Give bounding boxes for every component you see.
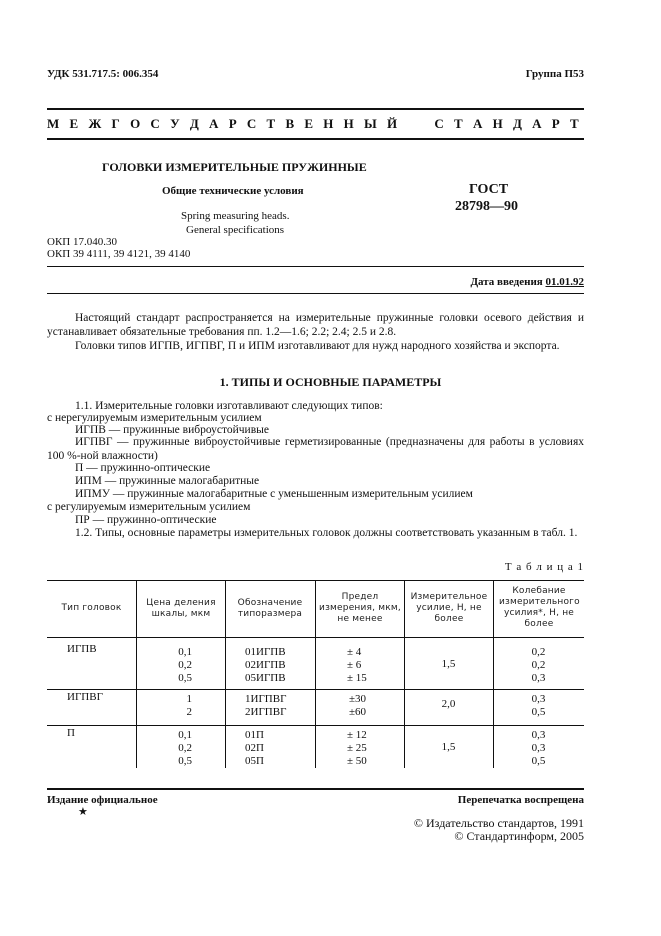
date-label: Дата введения <box>470 276 543 288</box>
cell-oscillation: 0,5 <box>531 755 546 767</box>
row-type: П <box>67 727 75 739</box>
cell-oscillation: 0,3 <box>531 693 546 705</box>
date-value: 01.01.92 <box>545 276 584 288</box>
english-title-line2: General specifications <box>186 224 285 236</box>
cell-code: 02ИГПВ <box>245 659 286 671</box>
star-icon: ★ <box>78 806 88 818</box>
cell-oscillation: 0,3 <box>531 729 546 741</box>
cell-code: 05ИГПВ <box>245 672 286 684</box>
cell-limit: ± 6 <box>347 659 362 671</box>
section-line-6: ИПМ — пружинные малогабаритные <box>75 475 260 487</box>
official-edition: Издание официальное <box>47 794 158 806</box>
cell-oscillation: 0,3 <box>531 672 546 684</box>
english-title-line1: Spring measuring heads. <box>181 210 290 222</box>
cell-oscillation: 0,2 <box>531 659 546 671</box>
cell-oscillation: 0,2 <box>531 646 546 658</box>
reprint-notice: Перепечатка воспрещена <box>457 794 584 806</box>
section-line-8: с регулируемым измерительным усилием <box>47 501 251 513</box>
banner-text: М Е Ж Г О С У Д А Р С Т В Е Н Н Ы Й С Т А Н Д А Р Т <box>47 116 583 131</box>
table-col-divider-3 <box>315 580 316 768</box>
section-line-10: 1.2. Типы, основные параметры измерительных головок должны соответствовать указанным в табл. 1. <box>75 527 578 539</box>
cell-limit: ± 25 <box>347 742 367 754</box>
date-rule <box>47 293 584 294</box>
effective-date <box>470 276 584 288</box>
intro-paragraph-2: Головки типов ИГПВ, ИГПВГ, П и ИПМ изготавливают для нужд народного хозяйства и экспорта. <box>75 340 560 352</box>
section-line-3: ИГПВ — пружинные виброустойчивые <box>75 424 269 436</box>
group-code: Группа П53 <box>525 68 584 80</box>
section-heading: 1. ТИПЫ И ОСНОВНЫЕ ПАРАМЕТРЫ <box>219 375 442 389</box>
udk-code: УДК 531.717.5: 006.354 <box>47 68 159 80</box>
okp-line2: ОКП 39 4111, 39 4121, 39 4140 <box>47 248 191 260</box>
banner-rule <box>47 138 584 140</box>
row-type: ИГПВГ <box>67 691 103 703</box>
row-type: ИГПВ <box>67 643 97 655</box>
cell-price: 0,2 <box>178 742 192 754</box>
section-line-2: с нерегулируемым измерительным усилием <box>47 412 262 424</box>
cell-force: 1,5 <box>441 741 456 753</box>
header-limit: Предел измерения, мкм, не менее <box>319 592 401 624</box>
cell-code: 05П <box>245 755 264 767</box>
section-line-7: ИПМУ — пружинные малогабаритные с уменьшенным измерительным усилием <box>75 488 473 500</box>
intro-paragraph-1: Настоящий стандарт распространяется на измерительные пружинные головки осевого действия и устанавливает обязательные требования пп. 1.2—1.6; 2.2; 2.4; 2.5 и 2.8. <box>47 312 584 338</box>
cell-limit: ± 12 <box>347 729 367 741</box>
okp-rule <box>47 266 584 267</box>
table-col-divider-4 <box>404 580 405 768</box>
table-caption: Т а б л и ц а 1 <box>504 561 584 573</box>
cell-price: 0,5 <box>178 672 192 684</box>
document-subtitle: Общие технические условия <box>162 185 304 197</box>
header-oscillation: Колебание измерительного усилия*, Н, не более <box>499 586 580 629</box>
cell-limit: ± 15 <box>347 672 367 684</box>
cell-code: 2ИГПВГ <box>245 706 287 718</box>
header-price: Цена деления шкалы, мкм <box>146 598 216 619</box>
document-title: ГОЛОВКИ ИЗМЕРИТЕЛЬНЫЕ ПРУЖИННЫЕ <box>102 160 367 174</box>
top-rule <box>47 108 584 110</box>
header-type: Тип головок <box>61 603 122 613</box>
cell-code: 01П <box>245 729 264 741</box>
header-force: Измерительное усилие, Н, не более <box>410 592 488 624</box>
gost-number: 28798—90 <box>455 199 518 214</box>
cell-price: 2 <box>186 706 192 718</box>
cell-code: 02П <box>245 742 264 754</box>
standard-banner <box>47 116 584 132</box>
cell-limit: ±60 <box>349 706 367 718</box>
cell-price: 0,2 <box>178 659 192 671</box>
table-col-divider-1 <box>136 580 137 768</box>
section-line-9: ПР — пружинно-оптические <box>75 514 217 526</box>
cell-oscillation: 0,5 <box>531 706 546 718</box>
cell-limit: ± 4 <box>347 646 362 658</box>
copyright-2: © Стандартинформ, 2005 <box>454 829 584 843</box>
section-line-5: П — пружинно-оптические <box>75 462 211 474</box>
footer-rule <box>47 788 584 790</box>
section-line-4: ИГПВГ — пружинные виброустойчивые герметизированные (предназначены для работы в условиях 100 %-ной влажности) <box>47 436 584 462</box>
header-code: Обозначение типоразмера <box>237 598 303 619</box>
cell-price: 0,5 <box>178 755 192 767</box>
cell-limit: ±30 <box>349 693 367 705</box>
cell-force: 2,0 <box>441 698 456 710</box>
table-col-divider-2 <box>225 580 226 768</box>
section-line-1: 1.1. Измерительные головки изготавливают следующих типов: <box>75 400 383 412</box>
cell-code: 01ИГПВ <box>245 646 286 658</box>
cell-price: 1 <box>186 693 192 705</box>
cell-price: 0,1 <box>178 646 192 658</box>
copyright-1: © Издательство стандартов, 1991 <box>413 816 584 830</box>
cell-price: 0,1 <box>178 729 192 741</box>
cell-oscillation: 0,3 <box>531 742 546 754</box>
okp-line1: ОКП 17.040.30 <box>47 236 117 248</box>
cell-code: 1ИГПВГ <box>245 693 287 705</box>
gost-label: ГОСТ <box>469 182 509 197</box>
cell-limit: ± 50 <box>347 755 367 767</box>
cell-force: 1,5 <box>441 658 456 670</box>
